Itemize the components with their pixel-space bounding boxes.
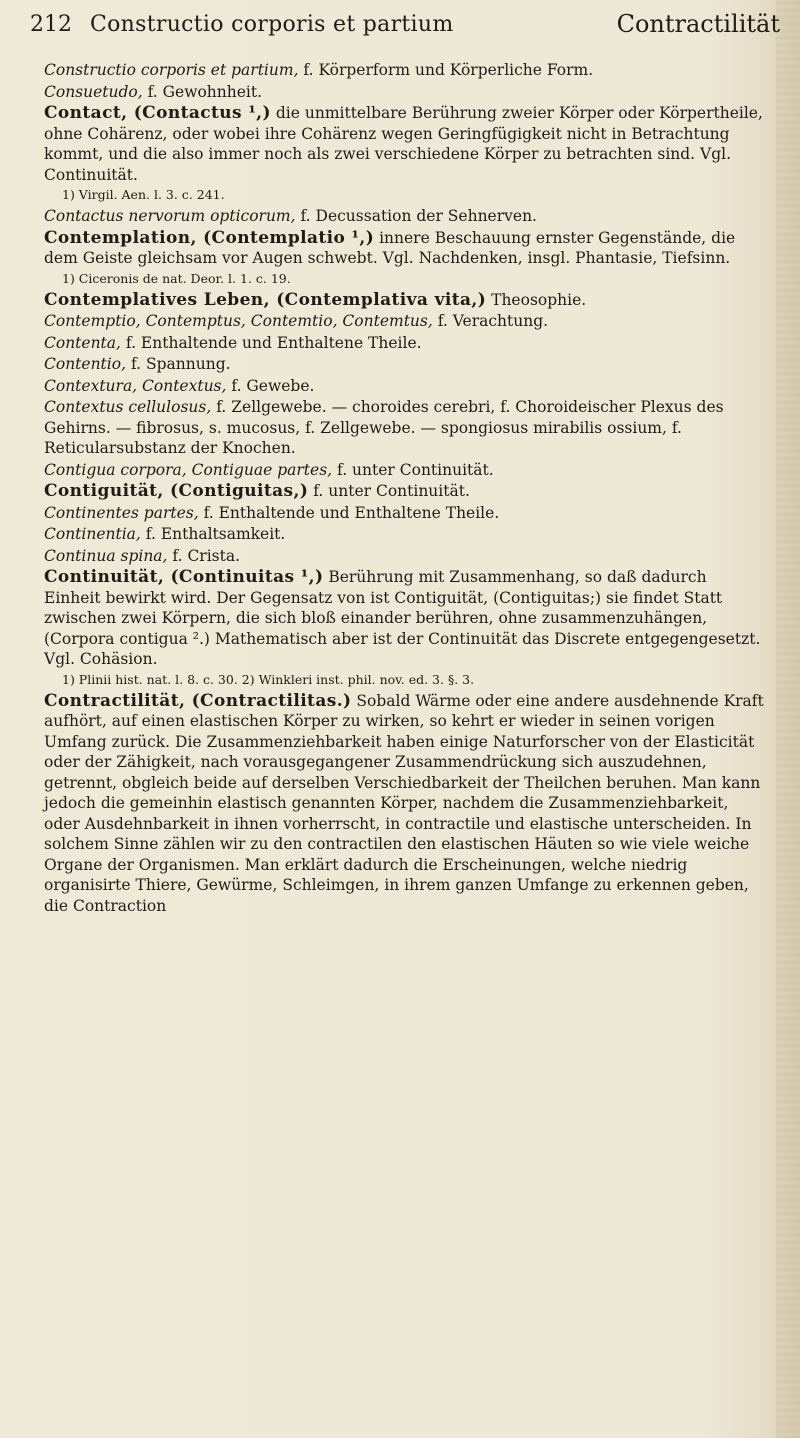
dictionary-entry [44, 460, 766, 481]
entry-headword: Contentio, [44, 355, 127, 373]
footnote: 1) Virgil. Aen. l. 3. c. 241. [62, 187, 225, 202]
footnote: 1) Ciceronis de nat. Deor. l. 1. c. 19. [62, 270, 291, 286]
entry-definition: f. Spannung. [126, 355, 231, 373]
entry-definition: f. Enthaltende und Enthaltene Theile. [120, 333, 422, 352]
dictionary-entry [44, 82, 766, 103]
dictionary-entry [44, 333, 766, 354]
running-title: Constructio corporis et partium [90, 12, 454, 37]
dictionary-entry [44, 354, 766, 375]
dictionary-entry [44, 567, 766, 670]
entry-headword: Contigua corpora, Contiguae partes, [44, 460, 333, 479]
entry-headword: Continuität, (Continuitas ¹,) [44, 567, 324, 587]
entry-headword: Contractilität, (Contractilitas.) [44, 690, 352, 711]
entry-headword: Constructio corporis et partium, [44, 61, 299, 79]
entry-definition: f. unter Continuität. [308, 482, 470, 500]
dictionary-entry [44, 376, 766, 397]
dictionary-entry [44, 228, 766, 269]
entry-headword: Continua spina, [44, 546, 168, 565]
page-header [30, 10, 780, 44]
entry-definition: f. Zellgewebe. — choroides cerebri, f. Choroideischer Plexus des Gehirns. — fibrosus, s. mucosus, f. Zellgewebe. — spongiosus mirabilis ossium, f. Reticularsubstanz der Knochen. [44, 398, 724, 457]
footnote: 1) Plinii hist. nat. l. 8. c. 30. 2) Winkleri inst. phil. nov. ed. 3. §. 3. [62, 671, 475, 687]
dictionary-entry [44, 290, 766, 311]
entry-headword: Contemplatives Leben, (Contemplativa vita,) [44, 289, 487, 310]
entry-definition: f. Verachtung. [432, 312, 549, 330]
dictionary-entry [44, 546, 766, 567]
entry-headword: Contextus cellulosus, [44, 398, 212, 416]
entry-definition: die unmittelbare Berührung zweier Körper oder Körpertheile, ohne Cohärenz, oder wobei ihre Cohärenz wegen Geringfügigkeit nicht in Betrachtung kommt, und die also immer noch als zwei verschiedene Körper zu betrachten sind. Vgl. Continuität. [44, 104, 763, 184]
dictionary-entry [44, 206, 766, 227]
page-binding-edge [776, 0, 800, 1438]
entry-headword: Contextura, Contextus, [44, 376, 227, 395]
entry-headword: Contemptio, Contemptus, Contemtio, Contemtus, [44, 312, 433, 330]
entry-headword: Contenta, [44, 333, 121, 352]
entry-definition: Berührung mit Zusammenhang, so daß dadurch Einheit bewirkt wird. Der Gegensatz von ist Contiguität, (Contiguitas;) sie findet Statt zwischen zwei Körpern, die sich bloß einander berühren, ohne zusammenzuhängen, (Corpora contigua ².) Mathematisch aber ist der Continuität das Discrete entgegengesetzt. Vgl. Cohäsion. [44, 568, 761, 668]
dictionary-entry [44, 311, 766, 332]
dictionary-entry [44, 503, 766, 524]
dictionary-entry [44, 524, 766, 545]
entry-definition: f. unter Continuität. [332, 460, 494, 479]
entry-headword: Continentes partes, [44, 503, 199, 522]
running-title-right: Contractilität [616, 10, 780, 38]
dictionary-entry [44, 397, 766, 459]
entry-headword: Contact, (Contactus ¹,) [44, 103, 271, 123]
entry-definition: Theosophie. [486, 290, 587, 309]
entry-headword: Contactus nervorum opticorum, [44, 207, 296, 225]
dictionary-entry [44, 691, 766, 917]
entry-definition: Sobald Wärme oder eine andere ausdehnende Kraft aufhört, auf einen elastischen Körper zu wirken, so kehrt er wieder in seinen vorigen Umfang zurück. Die Zusammenziehbarkeit haben einige Naturforscher von der Elasticität oder der Zähigkeit, nach vorausgegangener Zusammendrückung sich auszudehnen, getrennt, obgleich beide auf derselben Verschiedbarkeit der Theilchen beruhen. Man kann jedoch die gemeinhin elastisch genannten Körper, nachdem die Zusammenziehbarkeit, oder Ausdehnbarkeit in ihnen vorherrscht, in contractile und elastische unterscheiden. In solchem Sinne zählen wir zu den contractilen den elastischen Häuten so wie viele weiche Organe der Organismen. Man erklärt dadurch die Erscheinungen, welche niedrig organisirte Thiere, Gewürme, Schleimgen, in ihrem ganzen Umfange zu erkennen geben, die Contraction [44, 691, 764, 915]
entry-definition: f. Enthaltende und Enthaltene Theile. [198, 503, 500, 522]
entry-headword: Contiguität, (Contiguitas,) [44, 481, 309, 501]
entry-definition: f. Gewebe. [226, 376, 315, 395]
dictionary-entry [44, 103, 766, 185]
dictionary-entries [44, 60, 766, 917]
dictionary-entry [44, 60, 766, 81]
dictionary-entry [44, 481, 766, 502]
entry-headword: Consuetudo, [44, 82, 143, 101]
entry-definition: innere Beschauung ernster Gegenstände, die dem Geiste gleichsam vor Augen schwebt. Vgl. Nachdenken, insgl. Phantasie, Tiefsinn. [44, 228, 736, 267]
entry-definition: f. Crista. [167, 546, 241, 565]
entry-definition: f. Enthaltsamkeit. [140, 525, 286, 543]
entry-definition: f. Decussation der Sehnerven. [295, 207, 537, 225]
entry-definition: f. Körperform und Körperliche Form. [298, 61, 594, 79]
entry-headword: Continentia, [44, 525, 141, 543]
page-number: 212 [30, 12, 72, 37]
entry-headword: Contemplation, (Contemplatio ¹,) [44, 227, 375, 248]
entry-definition: f. Gewohnheit. [142, 82, 263, 101]
